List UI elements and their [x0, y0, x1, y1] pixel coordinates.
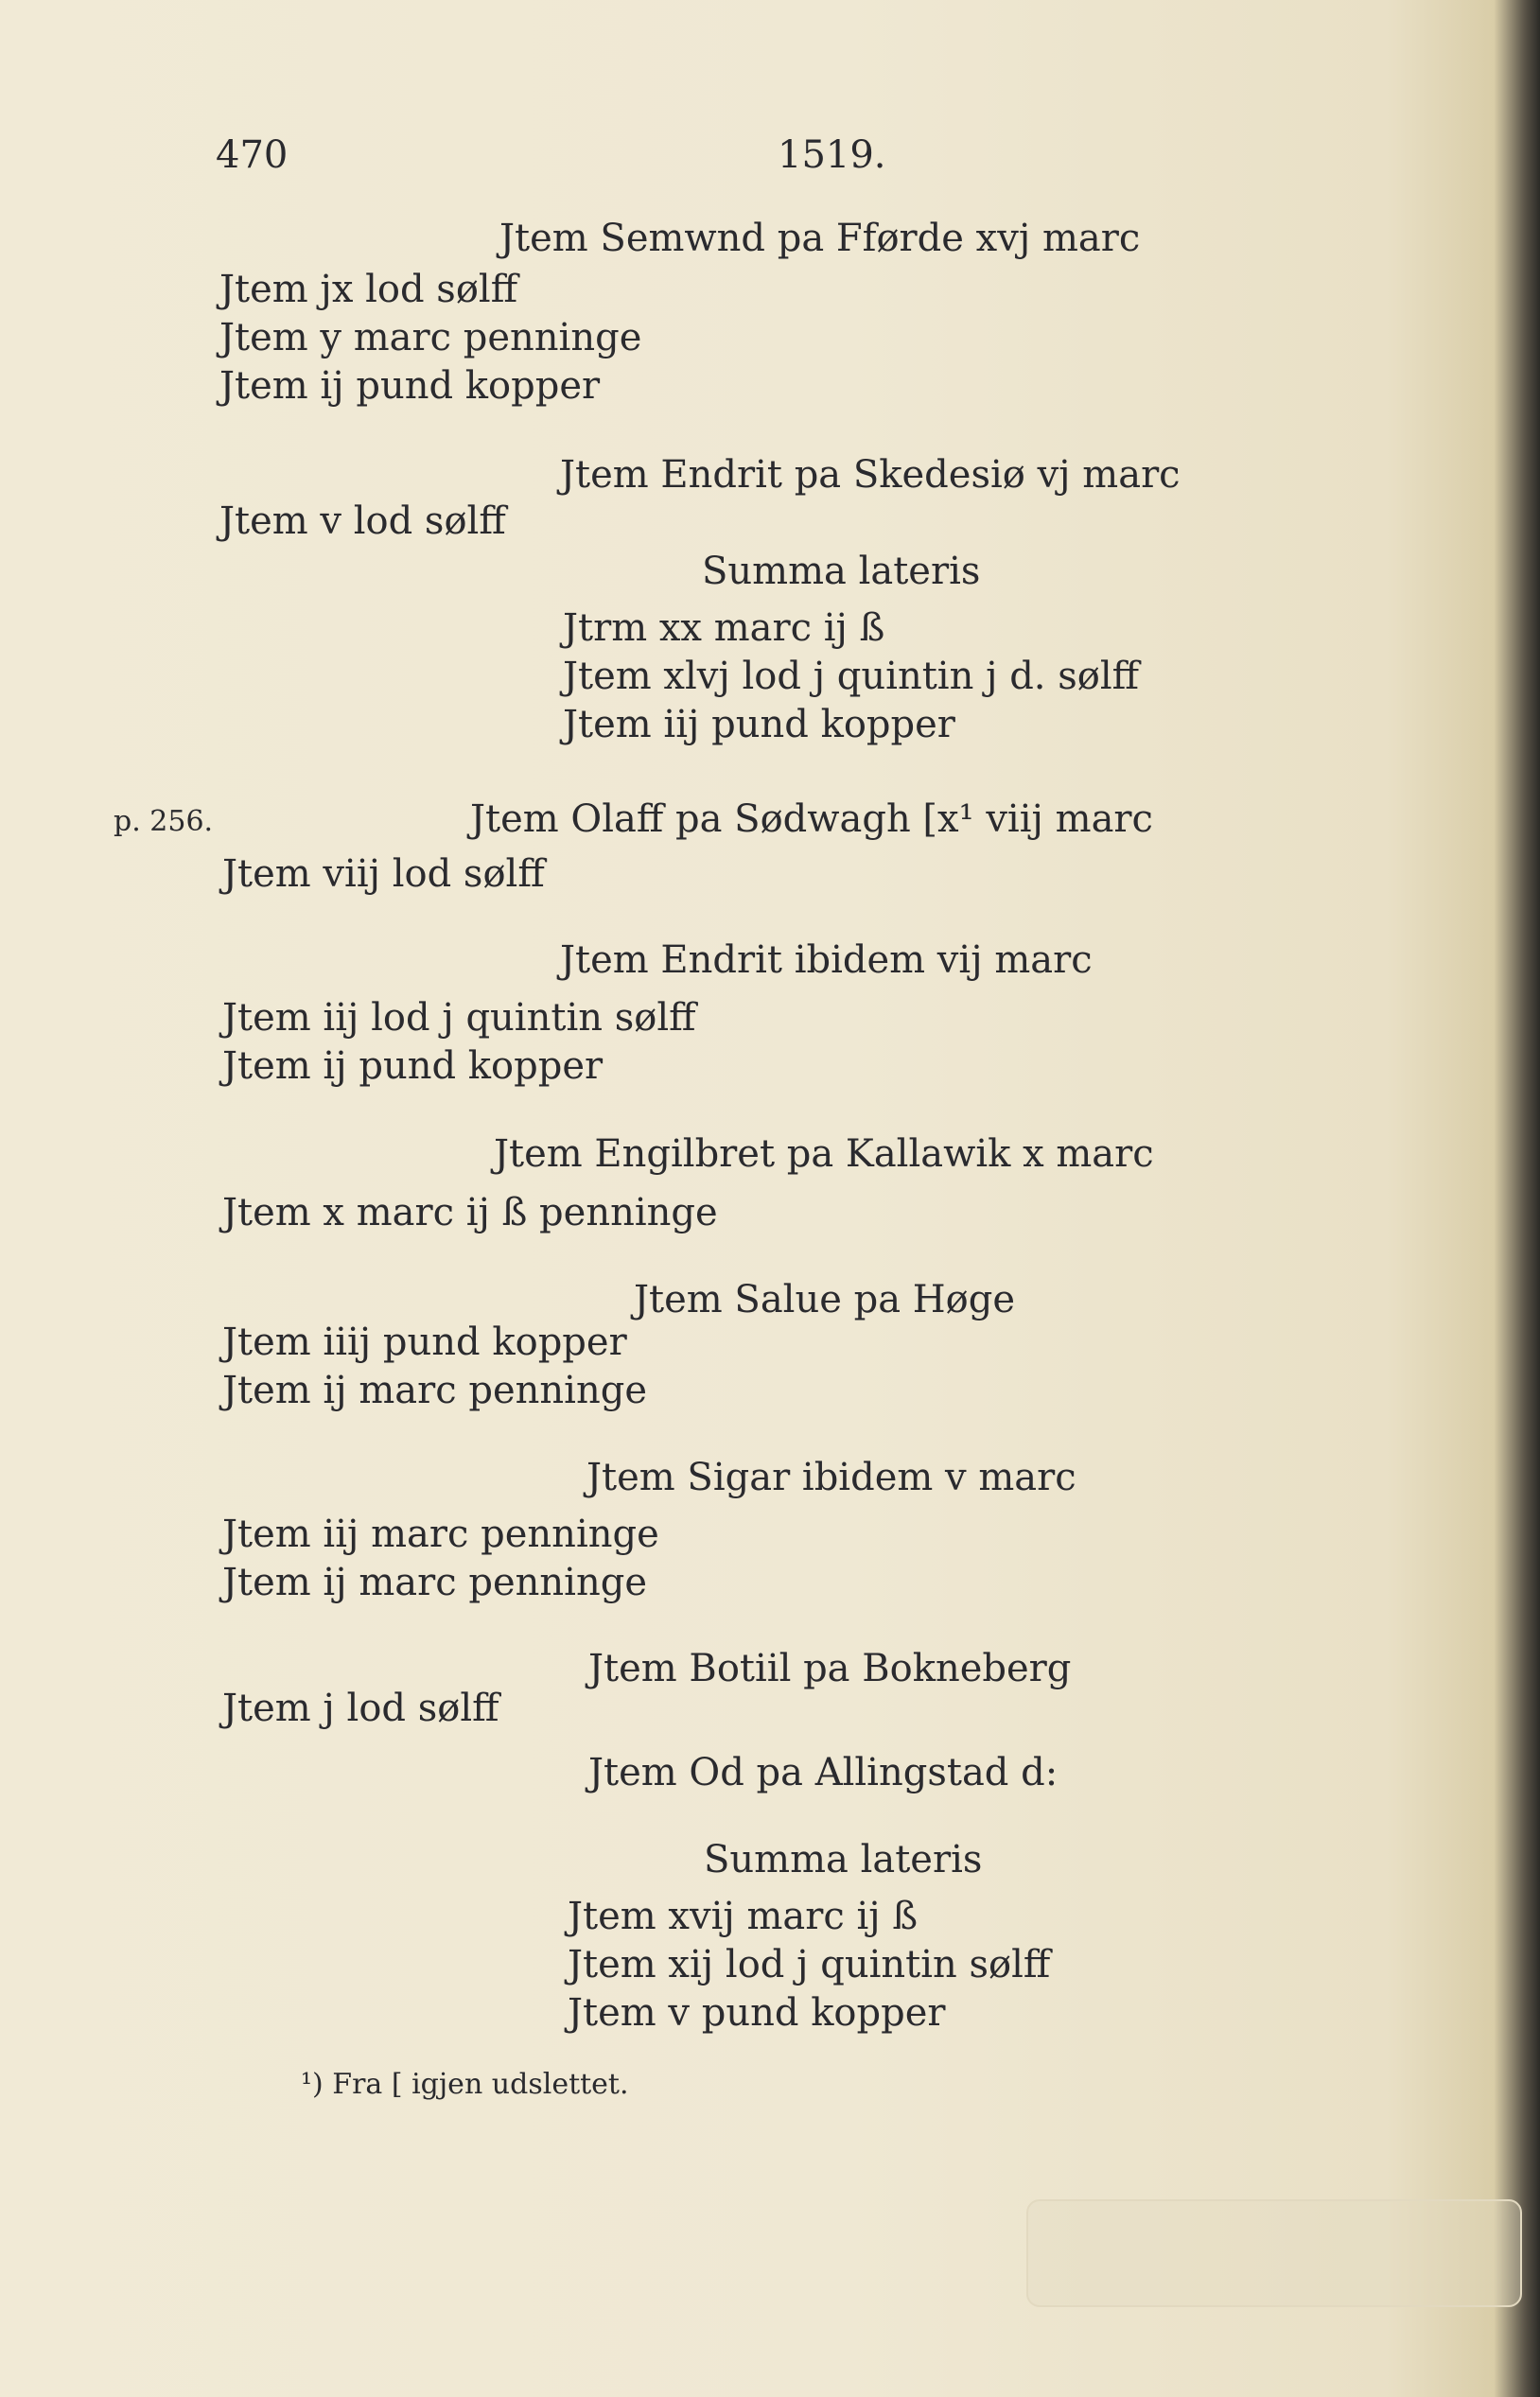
- text-line: Jtrm xx marc ij ß: [563, 606, 885, 650]
- text-line: Jtem jx lod sølff: [219, 268, 518, 311]
- text-line: Jtem iiij pund kopper: [222, 1321, 627, 1364]
- text-line: Jtem Olaff pa Sødwagh [x¹ viij marc: [470, 797, 1153, 841]
- text-line: Jtem ij pund kopper: [219, 364, 601, 408]
- text-line: Jtem Endrit pa Skedesiø vj marc: [560, 453, 1181, 497]
- text-line: Jtem Endrit ibidem vij marc: [560, 938, 1093, 982]
- text-line: Jtem Semwnd pa Fførde xvj marc: [499, 217, 1141, 260]
- year-heading: 1519.: [778, 133, 886, 177]
- text-line: Jtem iij pund kopper: [563, 703, 955, 746]
- page-number: 470: [216, 133, 289, 177]
- text-line: Jtem Salue pa Høge: [634, 1278, 1016, 1321]
- paper-stain: [1026, 2199, 1522, 2307]
- text-line: Jtem Od pa Allingstad d:: [588, 1751, 1059, 1794]
- text-line: Jtem x marc ij ß penninge: [222, 1191, 718, 1234]
- text-line: Jtem iij lod j quintin sølff: [222, 996, 696, 1040]
- text-line: Jtem Sigar ibidem v marc: [586, 1456, 1076, 1499]
- text-line: Jtem xlvj lod j quintin j d. sølff: [563, 655, 1140, 698]
- text-line: Jtem Botiil pa Bokneberg: [588, 1647, 1072, 1690]
- text-line: Jtem v pund kopper: [568, 1991, 946, 2035]
- text-line: Jtem ij marc penninge: [222, 1369, 647, 1412]
- text-line: Jtem ij pund kopper: [222, 1044, 604, 1088]
- text-line: Jtem iij marc penninge: [222, 1513, 659, 1556]
- text-line: Jtem Engilbret pa Kallawik x marc: [494, 1132, 1154, 1176]
- margin-page-reference: p. 256.: [114, 805, 214, 838]
- summa-heading: Summa lateris: [704, 1838, 983, 1881]
- text-line: Jtem viij lod sølff: [222, 852, 545, 896]
- text-line: Jtem xij lod j quintin sølff: [568, 1943, 1051, 1986]
- summa-heading: Summa lateris: [702, 550, 981, 593]
- text-line: Jtem v lod sølff: [219, 499, 506, 543]
- footnote: ¹) Fra [ igjen udslettet.: [301, 2068, 629, 2101]
- text-line: Jtem j lod sølff: [222, 1687, 499, 1730]
- text-line: Jtem xvij marc ij ß: [568, 1895, 919, 1938]
- text-line: Jtem ij marc penninge: [222, 1561, 647, 1604]
- text-line: Jtem y marc penninge: [219, 316, 642, 359]
